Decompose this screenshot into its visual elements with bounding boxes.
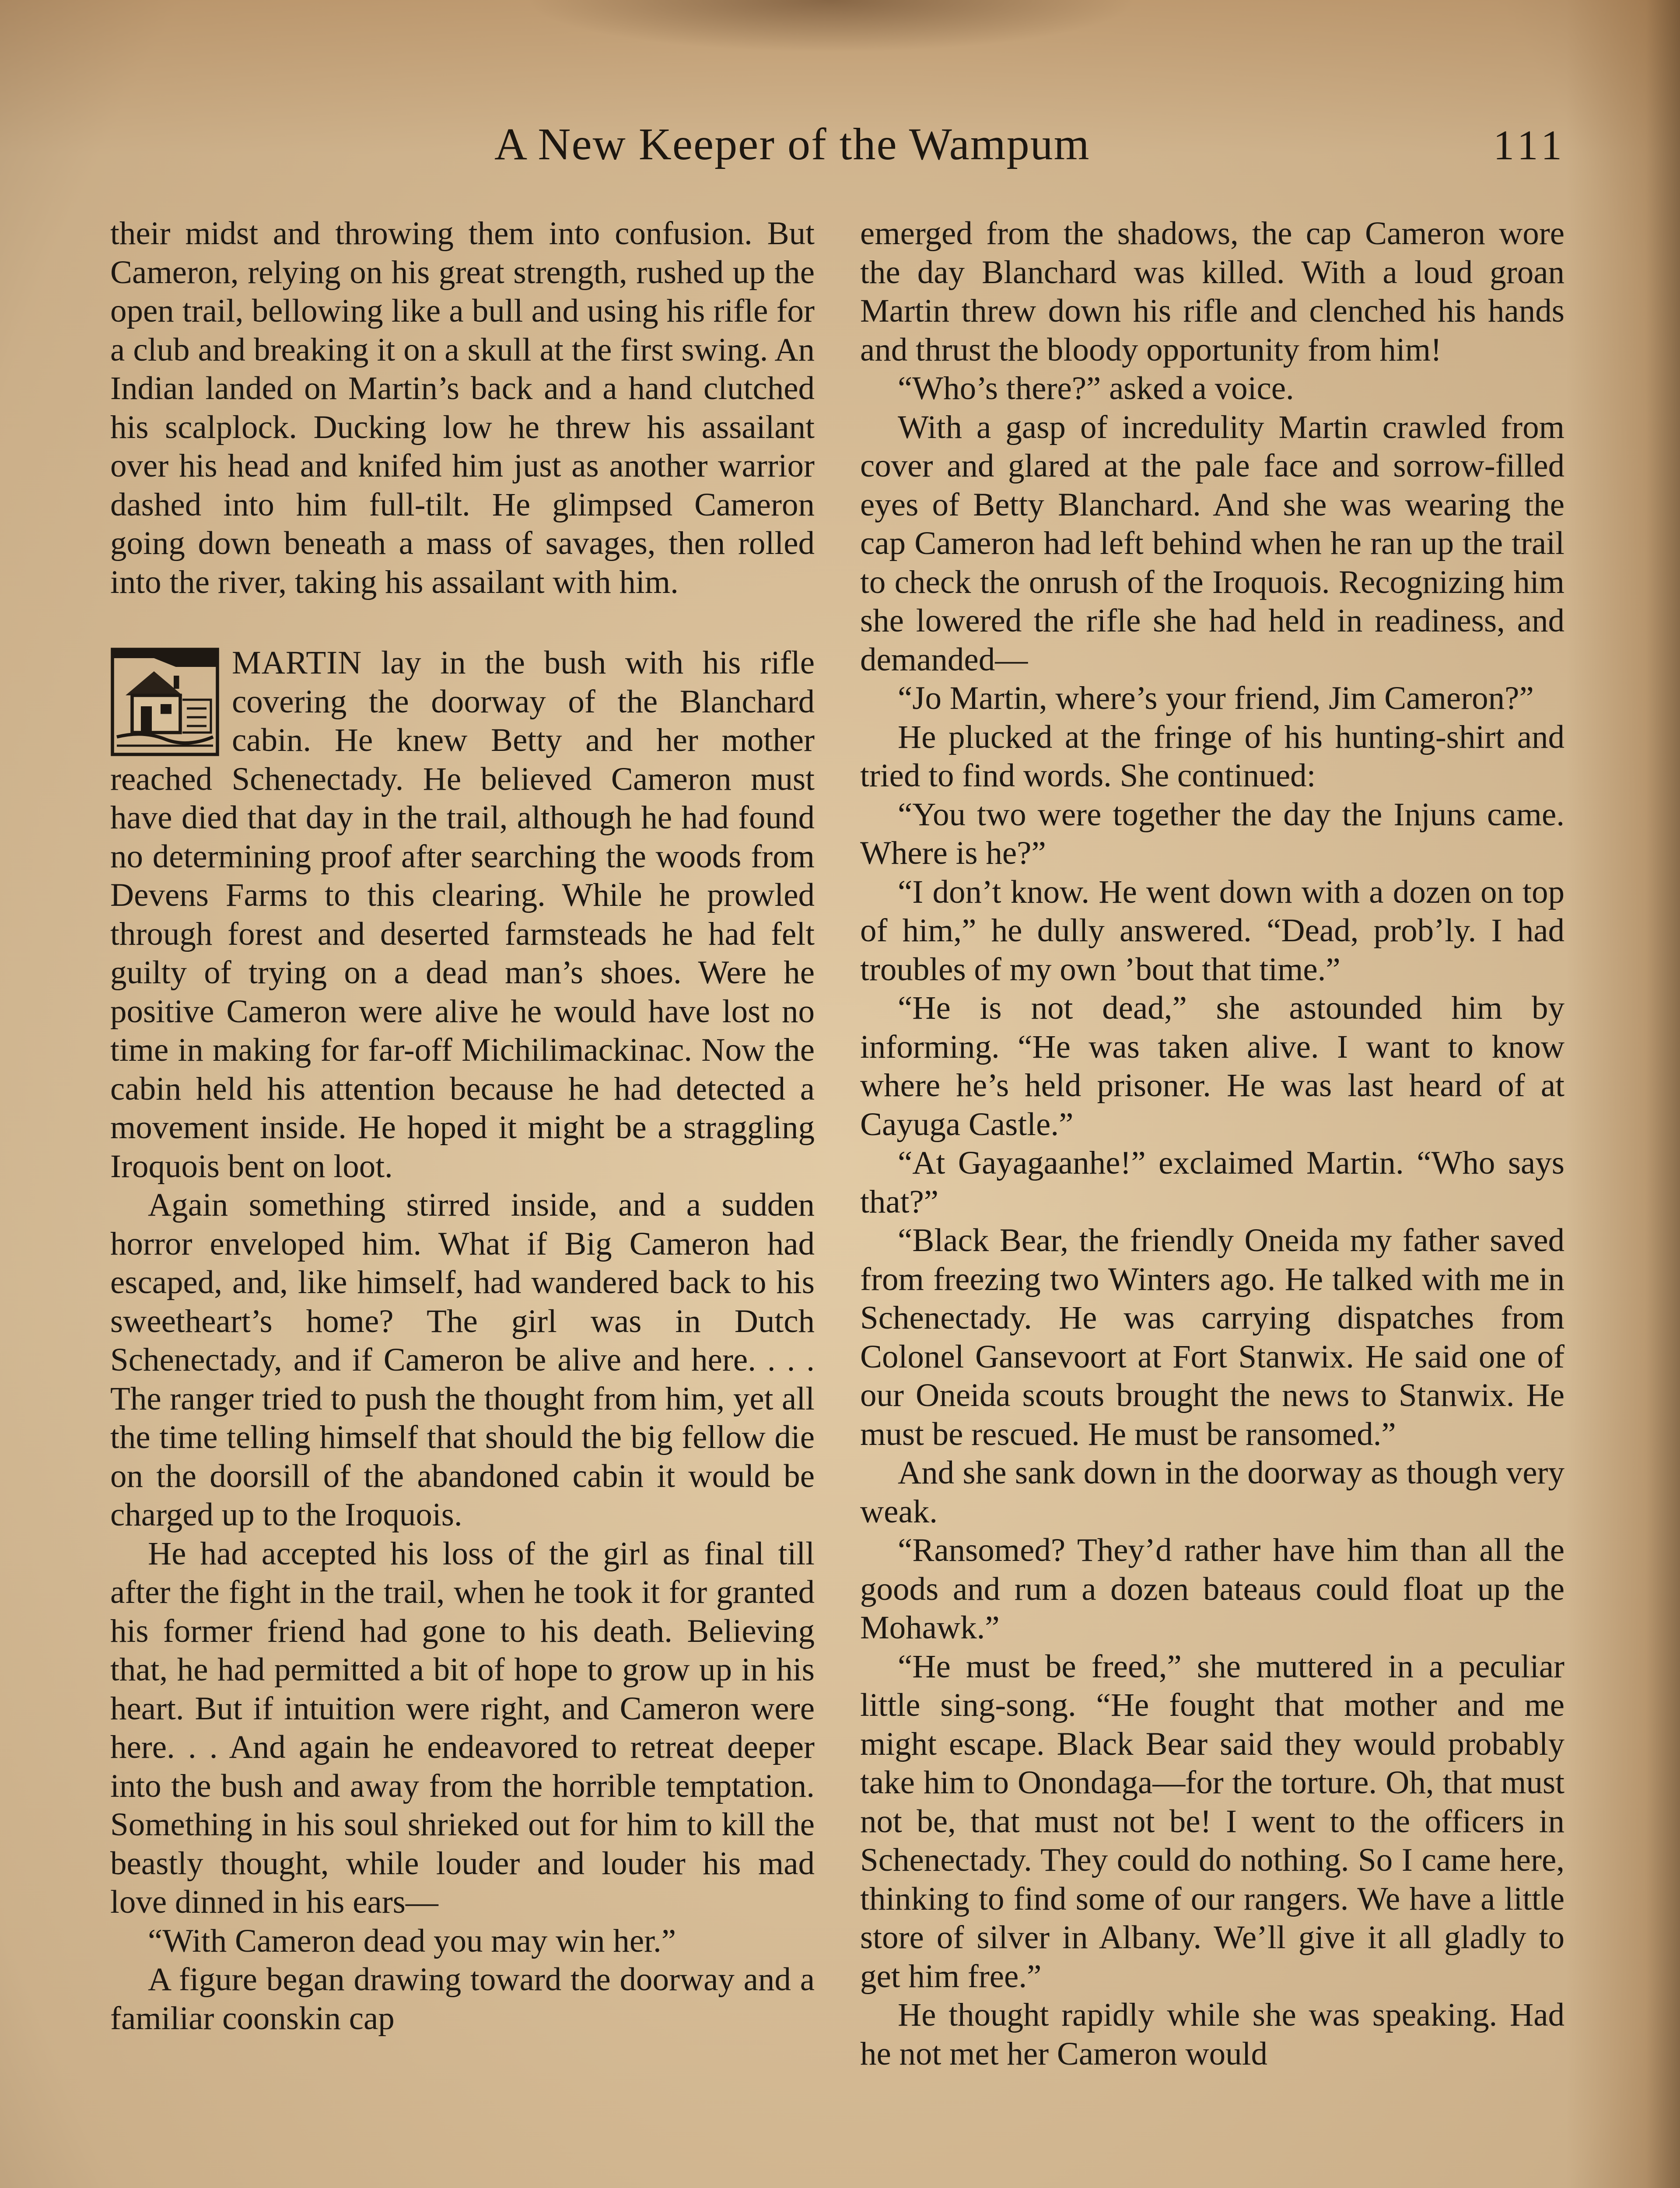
paragraph: “You two were together the day the Injuns came. Where is he?” <box>860 796 1564 871</box>
paragraph: emerged from the shadows, the cap Cameron wore the day Blanchard was killed. With a loud groan Martin threw down his rifle and clenched his hands and thrust the bloody opportunity from him! <box>860 215 1564 368</box>
section-start-paragraph <box>110 644 815 1186</box>
paragraph: “He must be freed,” she muttered in a peculiar little sing-song. “He fought that mother and me might escape. Black Bear said they would probably take him to Onondaga—for the torture. Oh, that must not be, that must not be! I went to the officers in Schenectady. They could do nothing. So I came here, thinking to find some of our rangers. We have a little store of silver in Albany. We’ll give it all gladly to get him free.” <box>860 1648 1564 1995</box>
cabin-illustration-icon <box>110 647 220 757</box>
paragraph: A figure began drawing toward the doorway and a familiar coonskin cap <box>110 1961 815 2037</box>
paragraph: And she sank down in the doorway as though very weak. <box>860 1455 1564 1530</box>
paragraph: With a gasp of incredulity Martin crawled from cover and glared at the pale face and sorrow-filled eyes of Betty Blanchard. And she was wearing the cap Cameron had left behind when he ran up the trail to check the onrush of the Iroquois. Recognizing him she lowered the rifle she had held in readiness, and demanded— <box>860 409 1564 678</box>
paragraph: “Jo Martin, where’s your friend, Jim Cameron?” <box>898 680 1534 716</box>
right-column <box>860 214 1564 2073</box>
left-column <box>110 214 815 2038</box>
paragraph-text: lay in the bush with his rifle covering the doorway of the Blanchard cabin. He knew Betty and her mother reached Schenectady. He believed Cameron must have died that day in the trail, although he had found no determining proof after searching the woods from Devens Farms to this clearing. While he prowled through forest and deserted farmsteads he had felt guilty of trying on a dead man’s shoes. Were he positive Cameron were alive he would have lost no time in making for far-off Michilimackinac. Now the cabin held his attention because he had detected a movement inside. He hoped it might be a straggling Iroquois bent on loot. <box>110 645 815 1185</box>
page-header <box>109 118 1566 184</box>
paragraph: He plucked at the fringe of his hunting-shirt and tried to find words. She continued: <box>860 719 1564 794</box>
paragraph: “I don’t know. He went down with a dozen on top of him,” he dully answered. “Dead, prob’ly. I had troubles of my own ’bout that time.” <box>860 873 1564 988</box>
paragraph: Again something stirred inside, and a sudden horror enveloped him. What if Big Cameron had escaped, and, like himself, had wandered back to his sweetheart’s home? The girl was in Dutch Schenectady, and if Cameron be alive and here. . . . The ranger tried to push the thought from him, yet all the time telling himself that should the big fellow die on the doorsill of the abandoned cabin it would be charged up to the Iroquois. <box>110 1187 815 1533</box>
paragraph: He had accepted his loss of the girl as final till after the fight in the trail, when he took it for granted his former friend had gone to his death. Believing that, he had permitted a bit of hope to grow up in his heart. But if intuition were right, and Cameron were here. . . And again he endeavored to retreat deeper into the bush and away from the horrible temptation. Something in his soul shrieked out for him to kill the beastly thought, while louder and louder his mad love dinned in his ears— <box>110 1535 815 1920</box>
paragraph: their midst and throwing them into confusion. But Cameron, relying on his great strength, rushed up the open trail, bellowing like a bull and using his rifle for a club and breaking it on a skull at the first swing. An Indian landed on Martin’s back and a hand clutched his scalplock. Ducking low he threw his assailant over his head and knifed him just as another warrior dashed into him full-tilt. He glimpsed Cameron going down beneath a mass of savages, then rolled into the river, taking his assailant with him. <box>110 215 815 600</box>
paragraph: “With Cameron dead you may win her.” <box>148 1922 676 1959</box>
paragraph: “Ransomed? They’d rather have him than all the goods and rum a dozen bateaus could float up the Mohawk.” <box>860 1532 1564 1646</box>
paragraph: “Who’s there?” asked a voice. <box>898 370 1294 407</box>
page-number: 111 <box>1493 122 1566 168</box>
paragraph: “He is not dead,” she astounded him by informing. “He was taken alive. I want to know where he’s held prisoner. He was last heard of at Cayuga Castle.” <box>860 990 1564 1143</box>
section-lead-word: MARTIN <box>232 645 362 681</box>
running-title: A New Keeper of the Wampum <box>494 119 1090 169</box>
paragraph: He thought rapidly while she was speaking. Had he not met her Cameron would <box>860 1997 1564 2072</box>
paragraph: “Black Bear, the friendly Oneida my father saved from freezing two Winters ago. He talked with me in Schenectady. He was carrying dispatches from Colonel Gansevoort at Fort Stanwix. He said one of our Oneida scouts brought the news to Stanwix. He must be rescued. He must be ransomed.” <box>860 1222 1564 1452</box>
paragraph: “At Gayagaanhe!” exclaimed Martin. “Who says that?” <box>860 1145 1564 1220</box>
